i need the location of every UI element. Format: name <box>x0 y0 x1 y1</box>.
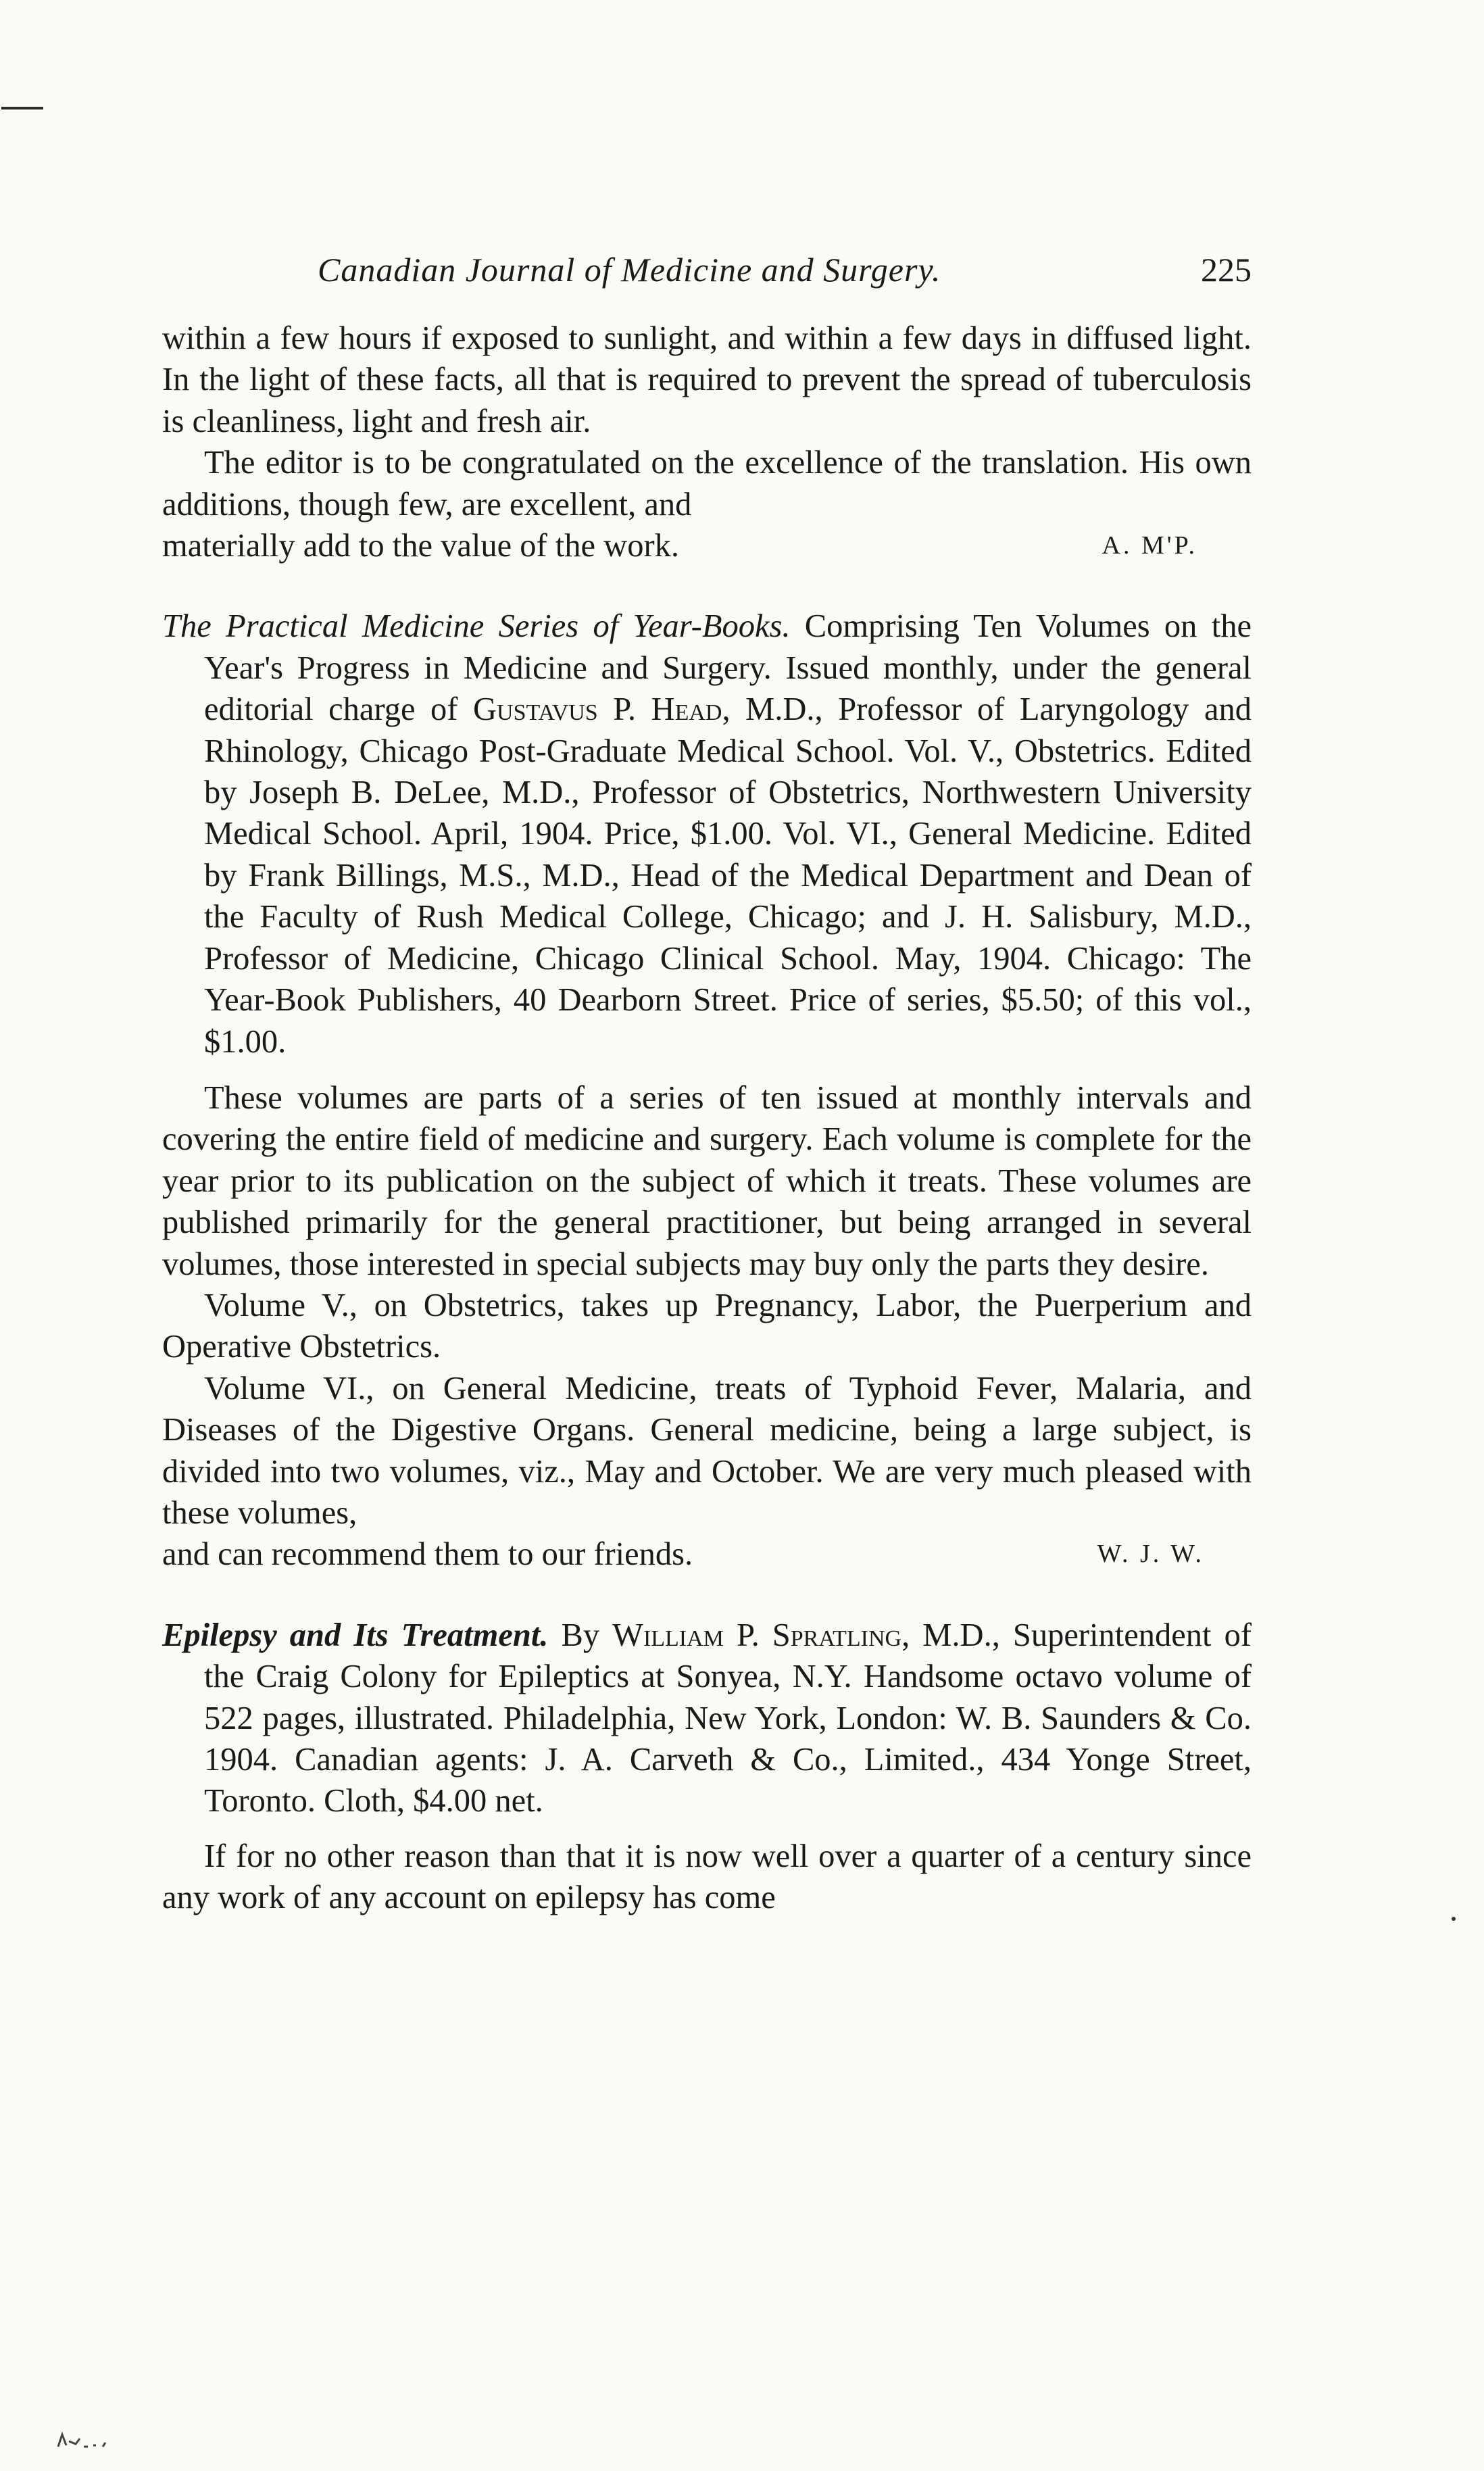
review-closing-last-line: and can recommend them to our friends. <box>162 1536 693 1573</box>
review-continuation-paragraph: within a few hours if exposed to sunlight, and within a few days in diffused light. In the light of these facts, all that is required to prevent the spread of tuberculosis is cleanliness, light and fresh air. <box>162 320 1252 439</box>
reviewer-signature: W. J. W. <box>1097 1540 1204 1569</box>
book-title: Epilepsy and Its Treatment. <box>162 1617 549 1653</box>
review-closing-last-line: materially add to the value of the work. <box>162 528 679 564</box>
margin-dash <box>1 107 43 109</box>
review-closing-line <box>162 525 1252 566</box>
running-header <box>162 250 1252 318</box>
editor-name: Gustavus P. Head <box>473 691 722 728</box>
citation-by: By <box>548 1617 613 1653</box>
book-title: The Practical Medicine Series of Year-Books. <box>162 608 791 645</box>
citation-text: , M.D., Superintendent of the Craig Colony for Epileptics at Sonyea, N.Y. Handsome octavo volume of 522 pages, illustrated. Philadelphia, New York, London: W. B. Saunders & Co. 1904. Canadian agents: J. A. Carveth & Co., Limited., 434 Yonge Street, Toronto. Cloth, $4.00 net. <box>204 1617 1252 1819</box>
page-number: 225 <box>1201 251 1252 289</box>
review-paragraph: If for no other reason than that it is now well over a quarter of a century since any work of any account on epilepsy has come <box>162 1838 1252 1916</box>
citation-text-a: Comprising Ten Volumes on the Year's Progress in Medicine and Surgery. Issued monthly, under the general editorial charge of <box>204 608 1252 728</box>
book-citation <box>162 606 1252 1062</box>
margin-speck <box>1452 1917 1456 1921</box>
book-citation <box>162 1615 1252 1822</box>
review-closing-paragraph: The editor is to be congratulated on the excellence of the translation. His own additions, though few, are excellent, and <box>162 445 1252 522</box>
review-closing-line <box>162 1534 1252 1575</box>
journal-title: Canadian Journal of Medicine and Surgery. <box>318 251 941 289</box>
text-column <box>162 250 1252 1919</box>
reviewer-signature: A. M'P. <box>1102 531 1197 560</box>
citation-text-b: , M.D., Professor of Laryngology and Rhinology, Chicago Post-Graduate Medical School. Vol. V., Obstetrics. Edited by Joseph B. DeLee, M.D., Professor of Obstetrics, Northwestern University Medical School. April, 1904. Price, $1.00. Vol. VI., General Medicine. Edited by Frank Billings, M.S., M.D., Head of the Medical Department and Dean of the Faculty of Rush Medical College, Chicago; and J. H. Salisbury, M.D., Professor of Medicine, Chicago Clinical School. May, 1904. Chicago: The Year-Book Publishers, 40 Dearborn Street. Price of series, $5.50; of this vol., $1.00. <box>204 691 1252 1060</box>
review-paragraph: Volume VI., on General Medicine, treats of Typhoid Fever, Malaria, and Diseases of the Digestive Organs. General medicine, being a large subject, is divided into two volumes, viz., May and October. We are very much pleased with these volumes, <box>162 1370 1252 1531</box>
review-paragraph: These volumes are parts of a series of ten issued at monthly intervals and covering the entire field of medicine and surgery. Each volume is complete for the year prior to its publication on the subject of which it treats. These volumes are published primarily for the general practitioner, but being arranged in several volumes, those interested in special subjects may buy only the parts they desire. <box>162 1079 1252 1282</box>
author-name: William P. Spratling <box>612 1617 902 1653</box>
bottom-left-smudge <box>53 2426 134 2453</box>
review-paragraph: Volume V., on Obstetrics, takes up Pregnancy, Labor, the Puerperium and Operative Obstetrics. <box>162 1287 1252 1365</box>
